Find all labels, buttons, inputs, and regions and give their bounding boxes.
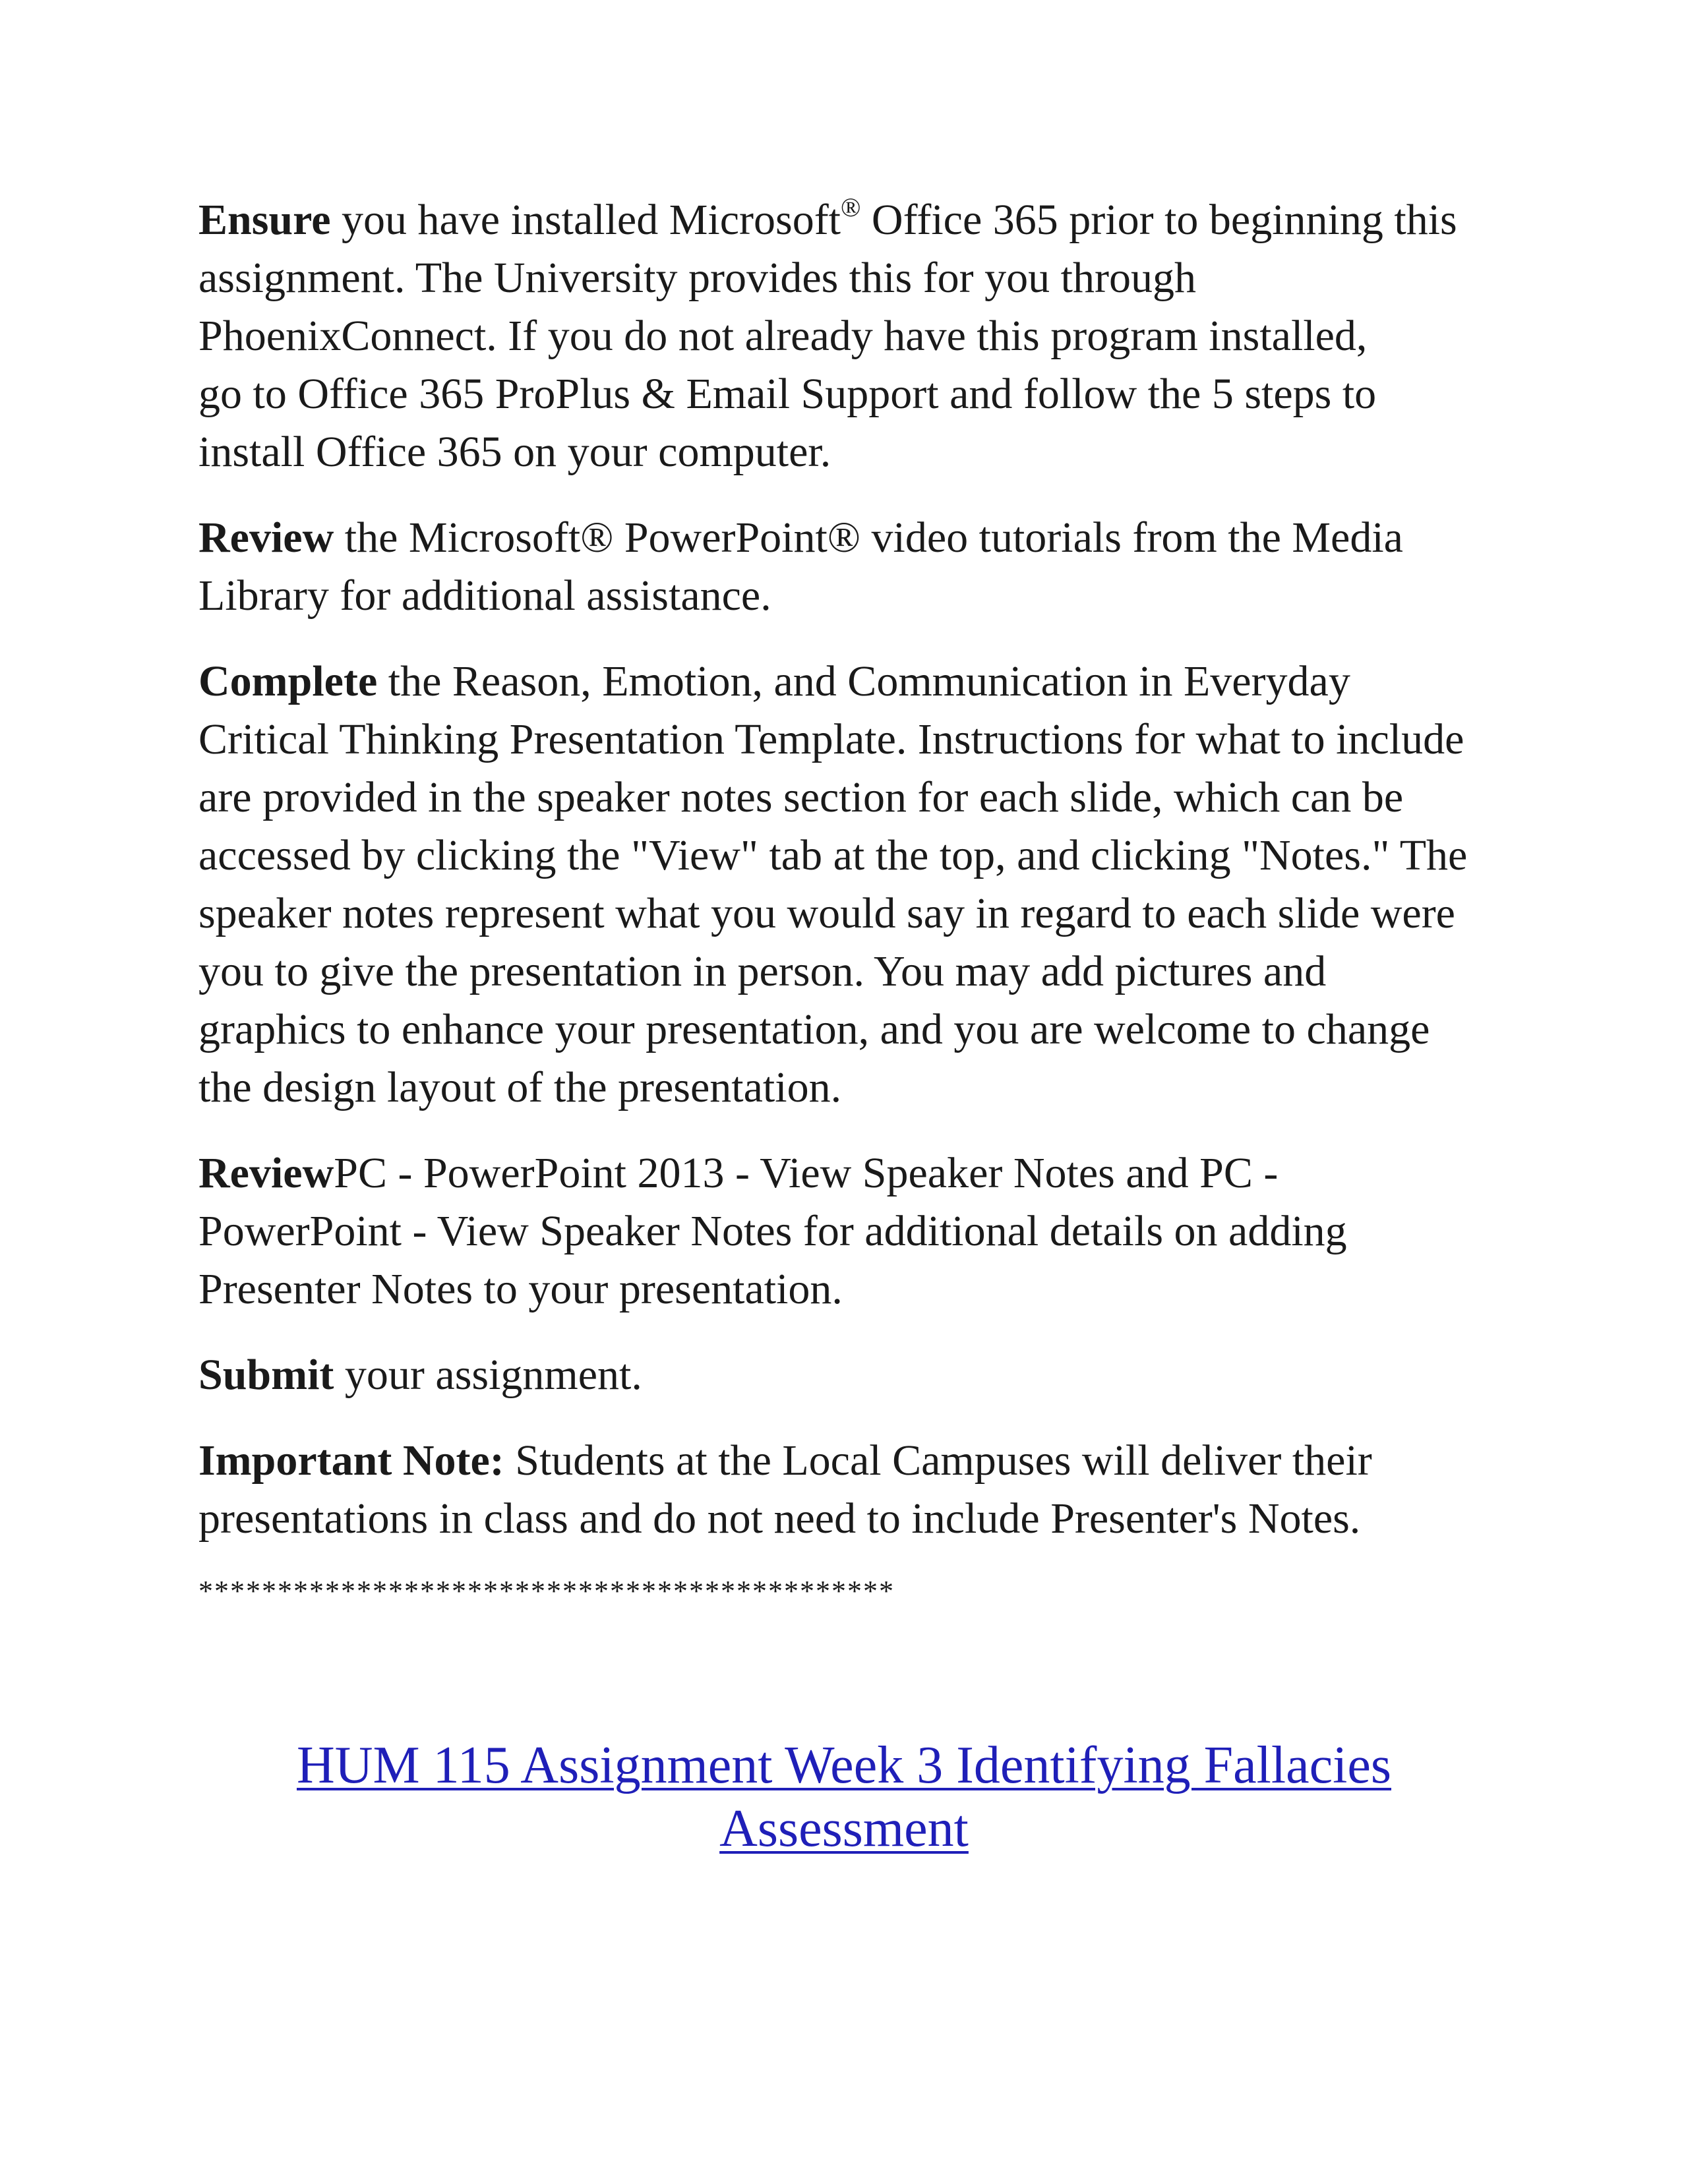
paragraph-important-note xyxy=(198,1432,1517,1548)
paragraph-line: graphics to enhance your presentation, and you are welcome to change xyxy=(198,1005,1430,1053)
paragraph-line xyxy=(198,509,1517,567)
paragraph-line: accessed by clicking the "View" tab at the top, and clicking "Notes." The xyxy=(198,831,1468,879)
paragraph-line: the design layout of the presentation. xyxy=(198,1063,842,1111)
paragraph-line: PhoenixConnect. If you do not already have this program installed, xyxy=(198,312,1368,360)
assignment-link[interactable] xyxy=(0,1734,1688,1860)
lead-word: Submit xyxy=(198,1351,334,1399)
paragraph-line xyxy=(198,191,1517,249)
lead-word: Important Note: xyxy=(198,1436,504,1485)
paragraph-submit xyxy=(198,1346,1517,1404)
paragraph-review-tutorials xyxy=(198,509,1517,625)
line-text: you have installed Microsoft xyxy=(330,196,841,244)
lead-word: Complete xyxy=(198,657,378,705)
line-text: Students at the Local Campuses will deliver their xyxy=(504,1436,1372,1485)
separator-asterisks: ******************************************** xyxy=(198,1575,895,1607)
link-line: Assessment xyxy=(719,1800,969,1858)
line-text: PC - PowerPoint 2013 - View Speaker Notes and PC - xyxy=(334,1149,1279,1197)
paragraph-ensure xyxy=(198,191,1517,481)
paragraph-line: Library for additional assistance. xyxy=(198,572,771,620)
paragraph-line: PowerPoint - View Speaker Notes for additional details on adding xyxy=(198,1207,1347,1255)
paragraph-line xyxy=(198,1346,1517,1404)
line-text: Office 365 prior to beginning this xyxy=(860,196,1457,244)
paragraph-review-notes xyxy=(198,1144,1517,1318)
paragraph-line: assignment. The University provides this for you through xyxy=(198,254,1196,302)
line-text: the Microsoft® PowerPoint® video tutorials from the Media xyxy=(334,514,1403,562)
document-body xyxy=(198,191,1517,1611)
paragraph-line: presentations in class and do not need to include Presenter's Notes. xyxy=(198,1494,1361,1543)
lead-word: Review xyxy=(198,1149,334,1197)
paragraph-complete xyxy=(198,653,1517,1117)
paragraph-line xyxy=(198,653,1517,711)
lead-word: Review xyxy=(198,514,334,562)
paragraph-line: Presenter Notes to your presentation. xyxy=(198,1265,843,1313)
paragraph-line: Critical Thinking Presentation Template. Instructions for what to include xyxy=(198,715,1464,763)
paragraph-line: install Office 365 on your computer. xyxy=(198,428,831,476)
assignment-link-block xyxy=(0,1734,1688,1860)
paragraph-line xyxy=(198,1144,1517,1202)
paragraph-line: go to Office 365 ProPlus & Email Support and follow the 5 steps to xyxy=(198,370,1377,418)
link-line: HUM 115 Assignment Week 3 Identifying Fallacies xyxy=(297,1736,1391,1794)
paragraph-line: you to give the presentation in person. You may add pictures and xyxy=(198,947,1327,995)
paragraph-line: speaker notes represent what you would say in regard to each slide were xyxy=(198,889,1455,937)
lead-word: Ensure xyxy=(198,196,331,244)
registered-mark: ® xyxy=(841,192,861,222)
paragraph-line xyxy=(198,1432,1517,1490)
line-text: the Reason, Emotion, and Communication in Everyday xyxy=(377,657,1350,705)
paragraph-line: are provided in the speaker notes section for each slide, which can be xyxy=(198,773,1404,821)
line-text: your assignment. xyxy=(334,1351,642,1399)
